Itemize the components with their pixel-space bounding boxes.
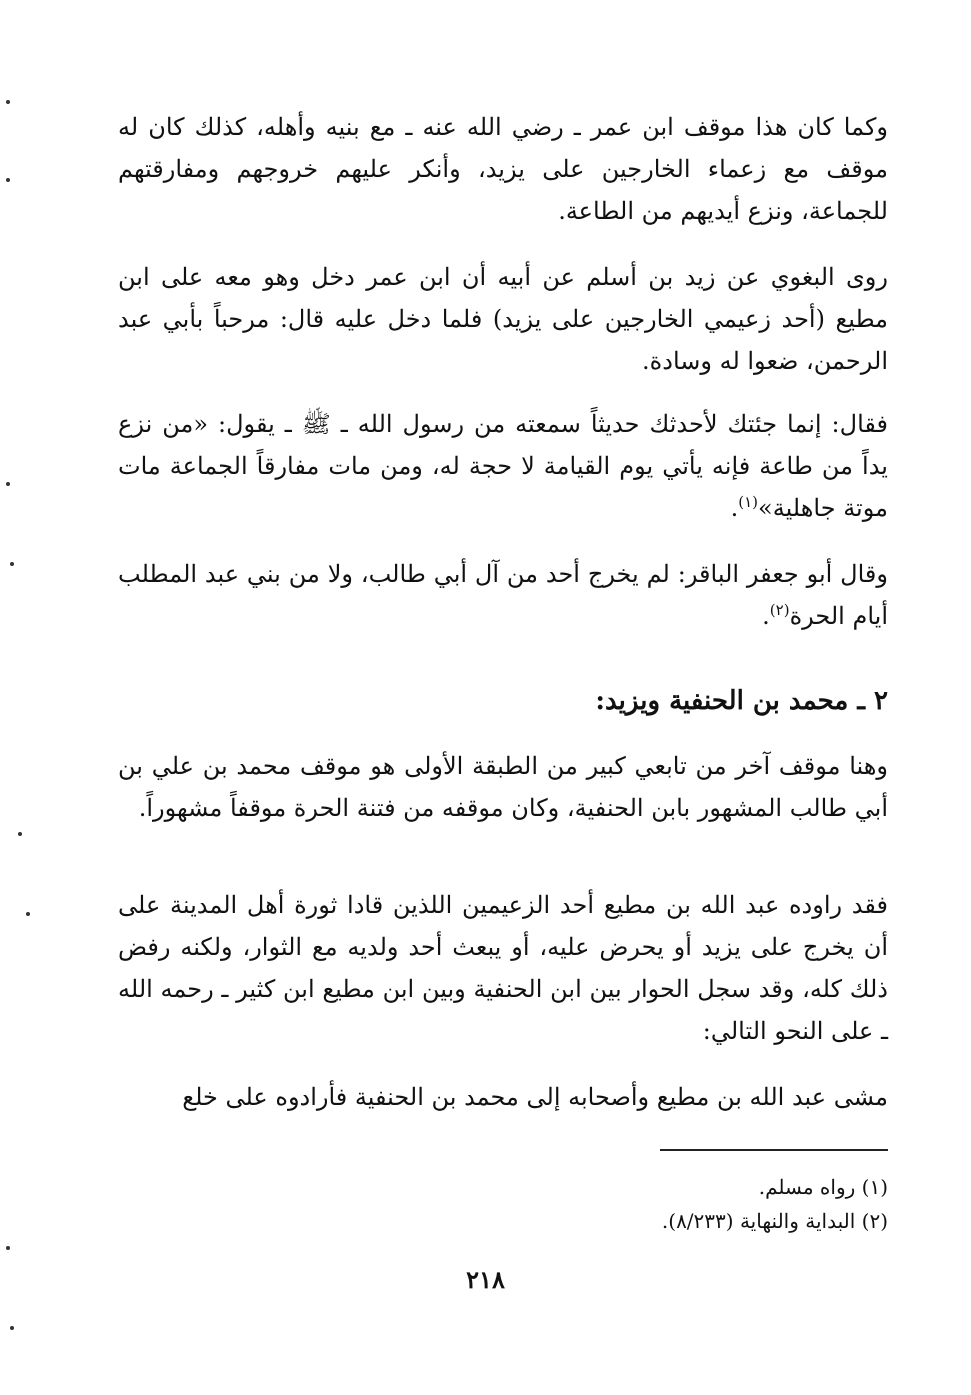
paragraph bbox=[118, 403, 888, 529]
page-number: ٢١٨ bbox=[466, 1265, 505, 1294]
section-heading: ٢ ـ محمد بن الحنفية ويزيد: bbox=[595, 686, 888, 716]
scan-speck bbox=[18, 832, 22, 836]
paragraph-text: وهنا موقف آخر من تابعي كبير من الطبقة الأولى هو موقف محمد بن علي بن أبي طالب المشهور بابن الحنفية، وكان موقفه من فتنة الحرة موقفاً مشهوراً. bbox=[118, 752, 888, 822]
footnote: (١) رواه مسلم. bbox=[758, 1175, 888, 1199]
footnote: (٢) البداية والنهاية (٨/٢٣٣). bbox=[661, 1209, 888, 1233]
scan-speck bbox=[6, 1246, 10, 1250]
scan-speck bbox=[6, 482, 10, 486]
footnotes bbox=[118, 1170, 888, 1238]
paragraph bbox=[118, 884, 888, 1052]
scan-speck bbox=[26, 912, 30, 916]
paragraph-text: روى البغوي عن زيد بن أسلم عن أبيه أن ابن عمر دخل وهو معه على ابن مطيع (أحد زعيمي الخارجين على يزيد) فلما دخل عليه قال: مرحباً بأبي عبد الرحمن، ضعوا له وسادة. bbox=[118, 263, 888, 375]
paragraph-text: وقال أبو جعفر الباقر: لم يخرج أحد من آل أبي طالب، ولا من بني عبد المطلب أيام الحرة bbox=[118, 560, 888, 630]
footnote-ref: (٢) bbox=[769, 601, 790, 619]
paragraph bbox=[118, 745, 888, 829]
paragraph-end: . bbox=[730, 494, 739, 522]
paragraph bbox=[118, 553, 888, 637]
scan-speck bbox=[6, 100, 10, 104]
scan-speck bbox=[6, 178, 10, 182]
paragraph bbox=[118, 1076, 888, 1118]
scan-speck bbox=[10, 1326, 14, 1330]
paragraph-text: وكما كان هذا موقف ابن عمر ـ رضي الله عنه ـ مع بنيه وأهله، كذلك كان له موقف مع زعماء الخارجين على يزيد، وأنكر عليهم خروجهم ومفارقتهم للجماعة، ونزع أيديهم من الطاعة. bbox=[118, 113, 888, 225]
footnote-divider bbox=[660, 1149, 888, 1151]
footnote-ref: (١) bbox=[738, 493, 759, 511]
paragraph-text: مشى عبد الله بن مطيع وأصحابه إلى محمد بن الحنفية فأرادوه على خلع bbox=[182, 1083, 888, 1111]
paragraph bbox=[118, 106, 888, 232]
paragraph-text: فقال: إنما جئتك لأحدثك حديثاً سمعته من رسول الله ـ ﷺ ـ يقول: «من نزع يداً من طاعة فإنه يأتي يوم القيامة لا حجة له، ومن مات مفارقاً الجماعة مات موتة جاهلية» bbox=[118, 410, 888, 522]
scan-speck bbox=[10, 562, 14, 566]
paragraph-text: فقد راوده عبد الله بن مطيع أحد الزعيمين اللذين قادا ثورة أهل المدينة على أن يخرج على يزيد أو يحرض عليه، أو يبعث أحد ولديه مع الثوار، ولكنه رفض ذلك كله، وقد سجل الحوار بين ابن الحنفية وبين ابن مطيع ابن كثير ـ رحمه الله ـ على النحو التالي: bbox=[118, 891, 888, 1045]
paragraph bbox=[118, 256, 888, 382]
paragraph-end: . bbox=[762, 602, 770, 630]
